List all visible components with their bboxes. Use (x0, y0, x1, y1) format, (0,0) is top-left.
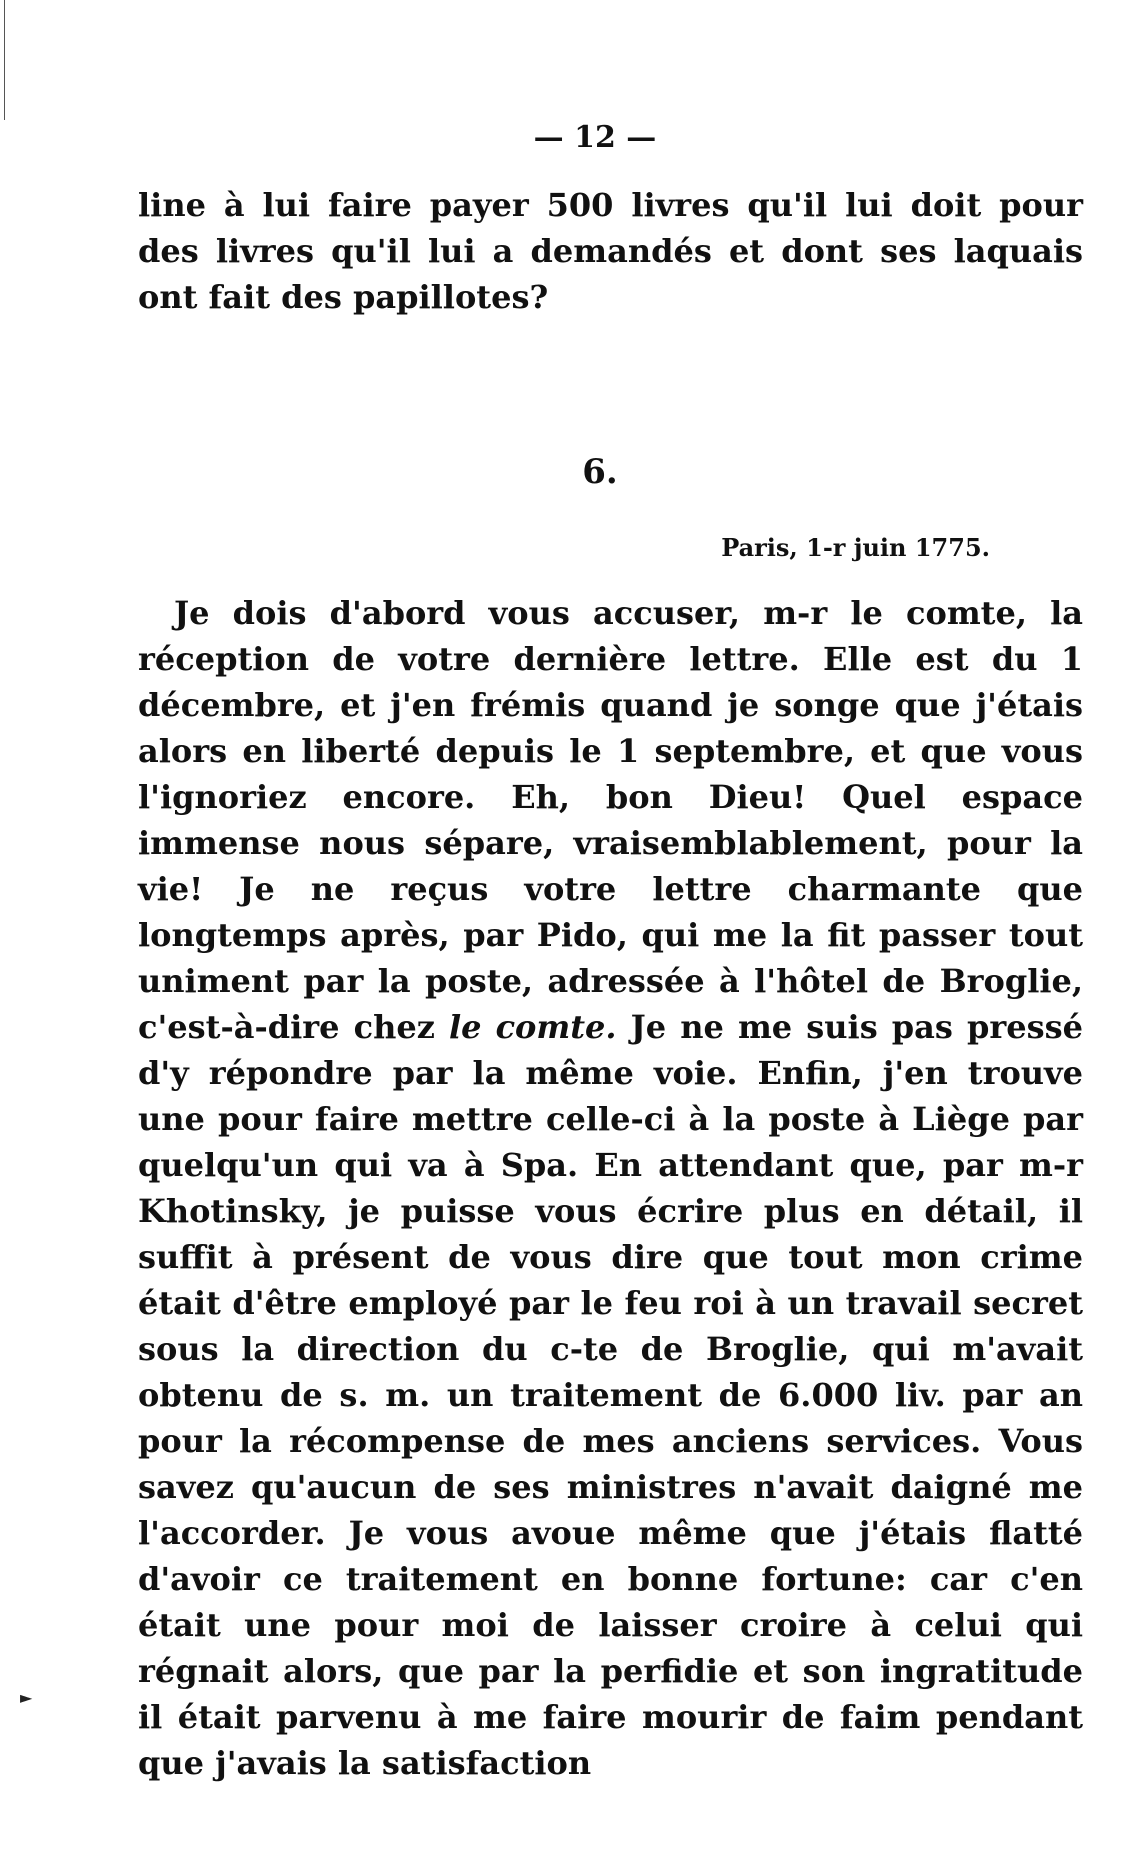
letter-emphasis: le comte. (448, 1008, 617, 1046)
page-number: — 12 — (533, 120, 657, 155)
margin-mark-icon: ► (20, 1688, 33, 1707)
section-number: 6. (582, 452, 618, 492)
scan-edge-line (4, 0, 5, 120)
letter-paragraph (138, 590, 1083, 1786)
letter-text-part1: Je dois d'abord vous accuser, m-r le comte, la réception de votre dernière lettre. Elle est du 1 décembre, et j'en frémis quand je songe que j'étais alors en liberté depuis le 1 septembre, et que vous l'ignoriez encore. Eh, bon Dieu! Quel espace immense nous sépare, vraisemblablement, pour la vie! Je ne reçus votre lettre charmante que longtemps après, par Pido, qui me la fit passer tout uniment par la poste, adressée à l'hôtel de Broglie, c'est-à-dire chez (138, 594, 1083, 1046)
letter-text-part2: Je ne me suis pas pressé d'y répondre par la même voie. Enfin, j'en trouve une pour faire mettre celle-ci à la poste à Liège par quelqu'un qui va à Spa. En attendant que, par m-r Khotinsky, je puisse vous écrire plus en détail, il suffit à présent de vous dire que tout mon crime était d'être employé par le feu roi à un travail secret sous la direction du c-te de Broglie, qui m'avait obtenu de s. m. un traitement de 6.000 liv. par an pour la récompense de mes anciens services. Vous savez qu'aucun de ses ministres n'avait daigné me l'accorder. Je vous avoue même que j'étais flatté d'avoir ce traitement en bonne fortune: car c'en était une pour moi de laisser croire à celui qui régnait alors, que par la perfidie et son ingratitude il était parvenu à me faire mourir de faim pendant que j'avais la satisfaction (138, 1008, 1083, 1782)
dateline: Paris, 1-r juin 1775. (721, 533, 990, 562)
continuation-paragraph: line à lui faire payer 500 livres qu'il lui doit pour des livres qu'il lui a demandés et dont ses laquais ont fait des papillotes? (138, 186, 1083, 316)
